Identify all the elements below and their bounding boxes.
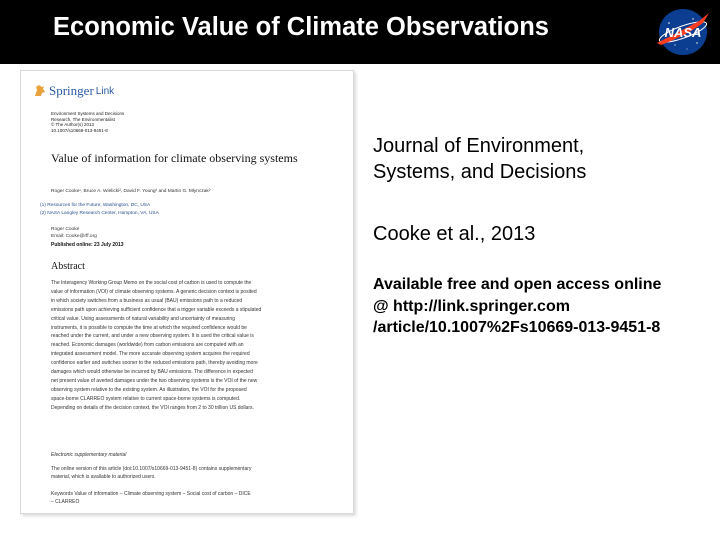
abstract-line: instruments, it is possible to compute the time at which the required confidence would be <box>51 324 247 331</box>
access-url-line[interactable]: @ http://link.springer.com <box>373 297 570 315</box>
springer-link-logo <box>33 81 114 101</box>
springer-name: Springer <box>49 83 94 98</box>
contact-email[interactable]: Email: Cooke@rff.org <box>51 233 97 239</box>
abstract-line: integrated assessment model. The more accurate observing system acquires the required <box>51 351 250 358</box>
abstract-line: Depending on details of the decision context, the VOI ranges from 2 to 30 trillion US dollars. <box>51 404 254 411</box>
abstract-line: damages which would otherwise be incurred by BAU emissions. The difference in expected <box>51 369 253 376</box>
journal-name <box>373 133 713 185</box>
meta-line: Environment Systems and Decisions <box>51 111 125 116</box>
abstract-line: reached. Economic damages (worldwide) from carbon emissions are computed with an <box>51 342 244 349</box>
access-info <box>373 274 713 339</box>
keywords <box>51 490 341 506</box>
meta-line: © The Author(s) 2013 <box>51 122 95 127</box>
journal-line: Journal of Environment, <box>373 135 585 157</box>
esm-body <box>51 465 346 481</box>
nasa-logo <box>653 7 713 57</box>
abstract-line: value of information (VOI) of climate observing systems. A generic decision context is posited <box>51 288 257 295</box>
esm-line: The online version of this article (doi:10.1007/s10669-013-9451-8) contains supplementary <box>51 466 252 472</box>
esm-heading: Electronic supplementary material <box>51 452 127 458</box>
journal-line: Systems, and Decisions <box>373 161 587 183</box>
meta-line: 10.1007/s10669-013-9451-8 <box>51 127 108 133</box>
abstract-line: emissions path upon achieving sufficient confidence that a trigger variable exceeds a stipulated <box>51 306 262 313</box>
abstract-line: observing system relative to the existing system. As illustration, the VOI for the proposed <box>51 386 247 393</box>
abstract-line: The Interagency Working Group Memo on the social cost of carbon is used to compute the <box>51 280 252 286</box>
esm-line: material, which is available to authorized users. <box>51 474 156 480</box>
abstract-line: net present value of averted damages under the two observing systems is the VOI of the new <box>51 377 258 384</box>
contact <box>51 227 251 240</box>
abstract-body <box>51 279 346 413</box>
affiliations <box>40 202 340 218</box>
abstract-heading: Abstract <box>51 261 85 272</box>
keywords-line: Keywords Value of information – Climate observing system – Social cost of carbon – DICE <box>51 491 251 497</box>
citation: Cooke et al., 2013 <box>373 223 536 245</box>
nasa-logo-text: NASA <box>664 25 702 40</box>
article-meta <box>51 111 251 133</box>
paper-authors[interactable]: Roger Cooke¹, Bruce A. Wielicki², David F. Young² and Martin G. Mlynczak² <box>51 189 211 194</box>
meta-line: Research, The Environmentalist <box>51 116 115 122</box>
contact-name: Roger Cooke <box>51 227 80 232</box>
affiliation-line: (1) Resources for the Future, Washington, DC, USA <box>40 203 151 208</box>
paper-screenshot <box>20 70 354 514</box>
abstract-line: critical value. Using assessments of natural variability and uncertainty of measuring <box>51 315 235 322</box>
abstract-line: in which society switches from a business as usual (BAU) emissions path to a reduced <box>51 297 243 304</box>
abstract-line: space-borne CLARREO system relative to current space-borne systems is computed. <box>51 395 241 402</box>
affiliation-line: (2) NASA Langley Research Center, Hampton, VA, USA <box>40 211 159 216</box>
published-date: Published online: 23 July 2013 <box>51 242 124 248</box>
paper-title: Value of information for climate observing systems <box>51 151 298 165</box>
springer-link-sub: Link <box>95 85 115 97</box>
slide-title: Economic Value of Climate Observations <box>53 13 549 41</box>
abstract-line: reached under the current, and under a new observing system. It is used the critical value is <box>51 333 254 340</box>
keywords-line: – CLARREO <box>51 499 80 505</box>
springer-horse-icon <box>33 84 46 98</box>
access-line: Available free and open access online <box>373 276 662 293</box>
abstract-line: confidence earlier and switches sooner to the reduced emissions path, thereby avoiding more <box>51 360 258 367</box>
access-url-line[interactable]: /article/10.1007%2Fs10669-013-9451-8 <box>373 319 661 336</box>
